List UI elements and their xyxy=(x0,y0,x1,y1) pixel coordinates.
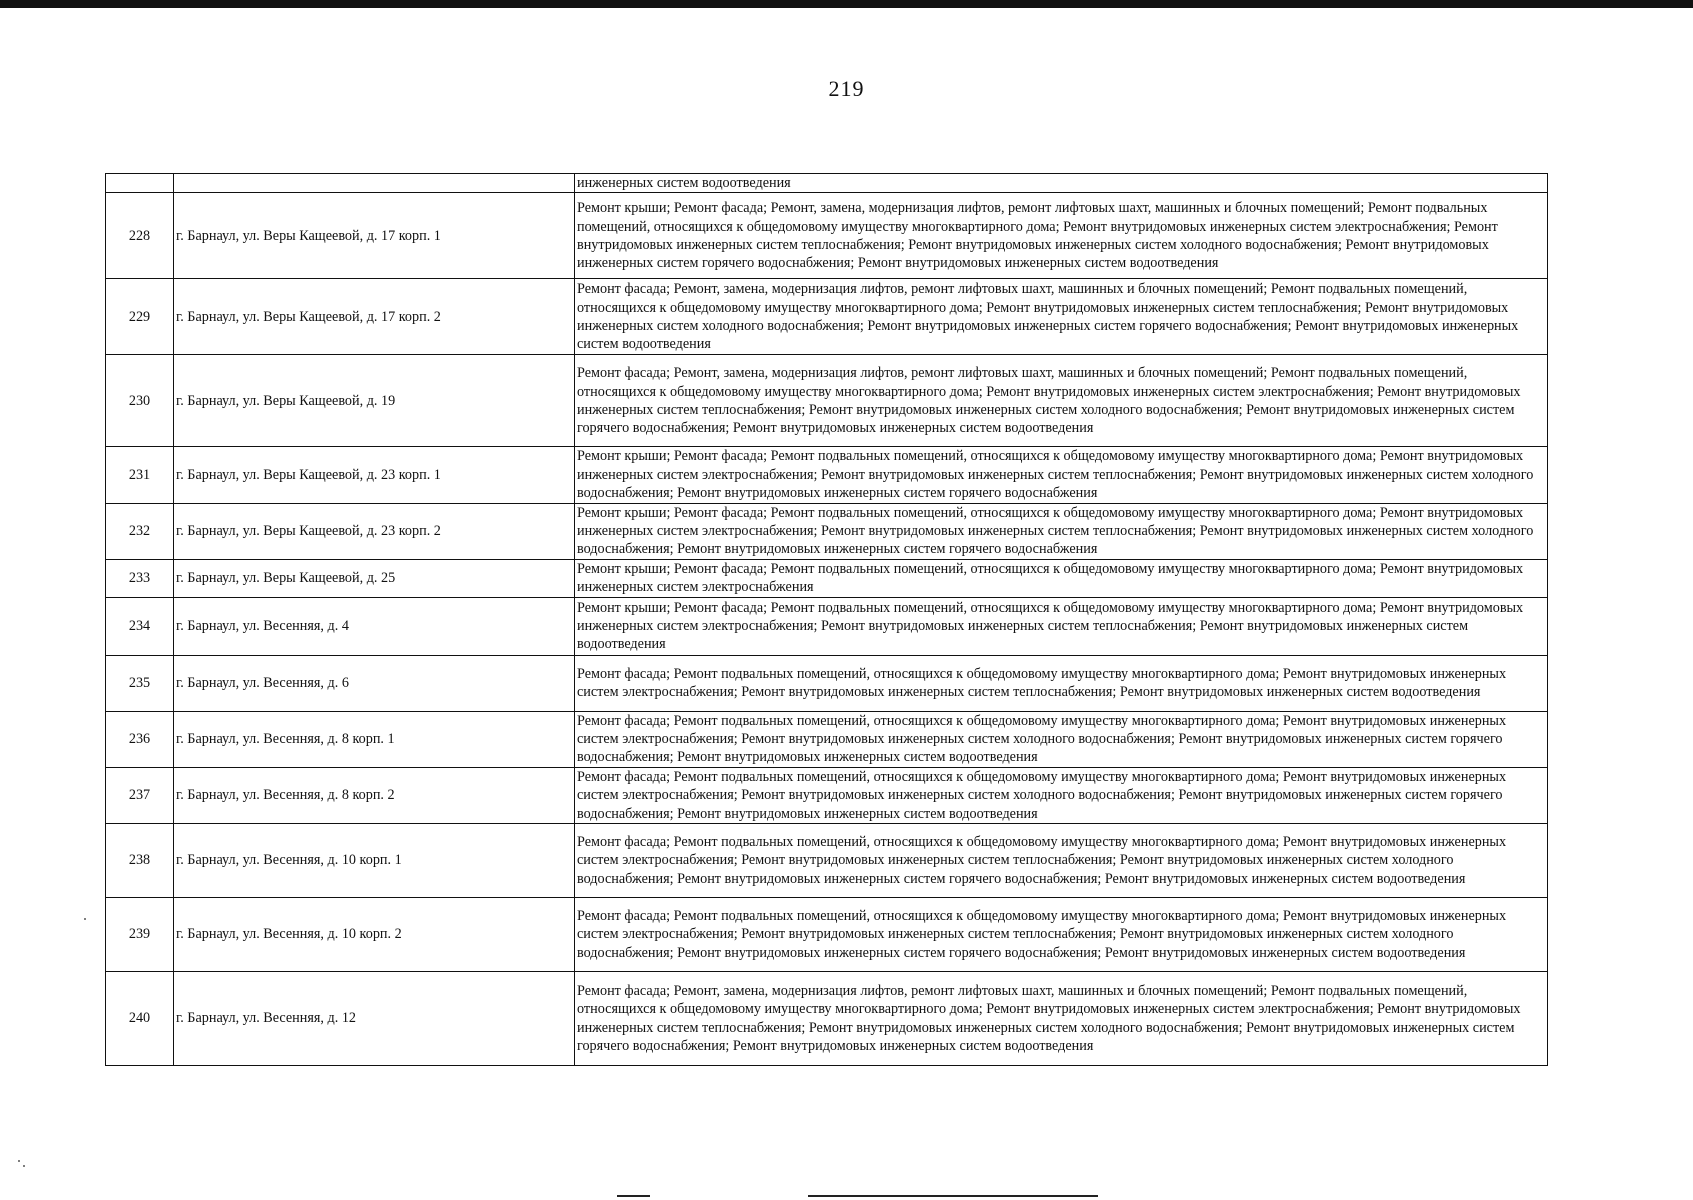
row-address: г. Барнаул, ул. Весенняя, д. 10 корп. 1 xyxy=(174,824,575,898)
row-number: 230 xyxy=(106,355,174,447)
table-row xyxy=(106,972,1548,1066)
row-works: Ремонт фасада; Ремонт, замена, модернизация лифтов, ремонт лифтовых шахт, машинных и блочных помещений; Ремонт подвальных помещений, относящихся к общедомовому имуществу многоквартирного дома; Ремонт внутридомовых инженерных систем теплоснабжения; Ремонт внутридомовых инженерных систем холодного водоснабжения; Ремонт внутридомовых инженерных систем горячего водоснабжения; Ремонт внутридомовых инженерных систем водоотведения xyxy=(575,279,1548,355)
table-row xyxy=(106,503,1548,559)
row-address: г. Барнаул, ул. Весенняя, д. 12 xyxy=(174,972,575,1066)
row-address: г. Барнаул, ул. Веры Кащеевой, д. 17 корп. 1 xyxy=(174,193,575,279)
row-number: 232 xyxy=(106,503,174,559)
row-number: 231 xyxy=(106,447,174,503)
row-address: г. Барнаул, ул. Весенняя, д. 6 xyxy=(174,655,575,711)
row-address: г. Барнаул, ул. Веры Кащеевой, д. 19 xyxy=(174,355,575,447)
table-row xyxy=(106,279,1548,355)
row-address: г. Барнаул, ул. Веры Кащеевой, д. 25 xyxy=(174,559,575,597)
row-address: г. Барнаул, ул. Весенняя, д. 10 корп. 2 xyxy=(174,898,575,972)
table-row xyxy=(106,355,1548,447)
table-row xyxy=(106,559,1548,597)
row-number: 229 xyxy=(106,279,174,355)
row-number: 236 xyxy=(106,711,174,767)
continuation-works-cell: инженерных систем водоотведения xyxy=(575,174,1548,193)
row-works: Ремонт крыши; Ремонт фасада; Ремонт подвальных помещений, относящихся к общедомовому имуществу многоквартирного дома; Ремонт внутридомовых инженерных систем электроснабжения; Ремонт внутридомовых инженерных систем теплоснабжения; Ремонт внутридомовых инженерных систем водоотведения xyxy=(575,597,1548,655)
scan-speck xyxy=(23,1165,25,1167)
row-works: Ремонт крыши; Ремонт фасада; Ремонт, замена, модернизация лифтов, ремонт лифтовых шахт, машинных и блочных помещений; Ремонт подвальных помещений, относящихся к общедомовому имуществу многоквартирного дома; Ремонт внутридомовых инженерных систем электроснабжения; Ремонт внутридомовых инженерных систем теплоснабжения; Ремонт внутридомовых инженерных систем холодного водоснабжения; Ремонт внутридомовых инженерных систем горячего водоснабжения; Ремонт внутридомовых инженерных систем водоотведения xyxy=(575,193,1548,279)
scan-speck xyxy=(84,918,86,920)
table-row xyxy=(106,193,1548,279)
continuation-address-cell xyxy=(174,174,575,193)
table-row xyxy=(106,824,1548,898)
row-number: 240 xyxy=(106,972,174,1066)
row-number: 238 xyxy=(106,824,174,898)
scan-top-border xyxy=(0,0,1693,8)
scan-speck xyxy=(18,1160,20,1162)
row-works: Ремонт крыши; Ремонт фасада; Ремонт подвальных помещений, относящихся к общедомовому имуществу многоквартирного дома; Ремонт внутридомовых инженерных систем электроснабжения; Ремонт внутридомовых инженерных систем теплоснабжения; Ремонт внутридомовых инженерных систем холодного водоснабжения; Ремонт внутридомовых инженерных систем горячего водоснабжения xyxy=(575,447,1548,503)
row-address: г. Барнаул, ул. Весенняя, д. 8 корп. 2 xyxy=(174,767,575,823)
scan-bottom-mark xyxy=(617,1195,650,1197)
row-address: г. Барнаул, ул. Веры Кащеевой, д. 23 корп. 2 xyxy=(174,503,575,559)
row-works: Ремонт фасада; Ремонт подвальных помещений, относящихся к общедомовому имуществу многоквартирного дома; Ремонт внутридомовых инженерных систем электроснабжения; Ремонт внутридомовых инженерных систем холодного водоснабжения; Ремонт внутридомовых инженерных систем горячего водоснабжения; Ремонт внутридомовых инженерных систем водоотведения xyxy=(575,711,1548,767)
row-works: Ремонт крыши; Ремонт фасада; Ремонт подвальных помещений, относящихся к общедомовому имуществу многоквартирного дома; Ремонт внутридомовых инженерных систем электроснабжения; Ремонт внутридомовых инженерных систем теплоснабжения; Ремонт внутридомовых инженерных систем холодного водоснабжения; Ремонт внутридомовых инженерных систем горячего водоснабжения xyxy=(575,503,1548,559)
table-row xyxy=(106,898,1548,972)
table-row xyxy=(106,767,1548,823)
row-address: г. Барнаул, ул. Веры Кащеевой, д. 17 корп. 2 xyxy=(174,279,575,355)
row-address: г. Барнаул, ул. Весенняя, д. 8 корп. 1 xyxy=(174,711,575,767)
row-works: Ремонт фасада; Ремонт подвальных помещений, относящихся к общедомовому имуществу многоквартирного дома; Ремонт внутридомовых инженерных систем электроснабжения; Ремонт внутридомовых инженерных систем теплоснабжения; Ремонт внутридомовых инженерных систем холодного водоснабжения; Ремонт внутридомовых инженерных систем горячего водоснабжения; Ремонт внутридомовых инженерных систем водоотведения xyxy=(575,898,1548,972)
table-row xyxy=(106,597,1548,655)
continuation-row xyxy=(106,174,1548,193)
table-row xyxy=(106,655,1548,711)
row-works: Ремонт фасада; Ремонт подвальных помещений, относящихся к общедомовому имуществу многоквартирного дома; Ремонт внутридомовых инженерных систем электроснабжения; Ремонт внутридомовых инженерных систем холодного водоснабжения; Ремонт внутридомовых инженерных систем горячего водоснабжения; Ремонт внутридомовых инженерных систем водоотведения xyxy=(575,767,1548,823)
row-number: 228 xyxy=(106,193,174,279)
row-number: 234 xyxy=(106,597,174,655)
table-row xyxy=(106,711,1548,767)
row-number: 239 xyxy=(106,898,174,972)
row-address: г. Барнаул, ул. Веры Кащеевой, д. 23 корп. 1 xyxy=(174,447,575,503)
page-number: 219 xyxy=(828,76,865,101)
row-works: Ремонт фасада; Ремонт подвальных помещений, относящихся к общедомовому имуществу многоквартирного дома; Ремонт внутридомовых инженерных систем электроснабжения; Ремонт внутридомовых инженерных систем теплоснабжения; Ремонт внутридомовых инженерных систем водоотведения xyxy=(575,655,1548,711)
table-body xyxy=(106,174,1548,1066)
row-works: Ремонт фасада; Ремонт, замена, модернизация лифтов, ремонт лифтовых шахт, машинных и блочных помещений; Ремонт подвальных помещений, относящихся к общедомовому имуществу многоквартирного дома; Ремонт внутридомовых инженерных систем электроснабжения; Ремонт внутридомовых инженерных систем теплоснабжения; Ремонт внутридомовых инженерных систем холодного водоснабжения; Ремонт внутридомовых инженерных систем горячего водоснабжения; Ремонт внутридомовых инженерных систем водоотведения xyxy=(575,972,1548,1066)
repair-registry-table xyxy=(105,173,1548,1066)
row-works: Ремонт крыши; Ремонт фасада; Ремонт подвальных помещений, относящихся к общедомовому имуществу многоквартирного дома; Ремонт внутридомовых инженерных систем электроснабжения xyxy=(575,559,1548,597)
row-number: 233 xyxy=(106,559,174,597)
table-row xyxy=(106,447,1548,503)
row-number: 237 xyxy=(106,767,174,823)
row-address: г. Барнаул, ул. Весенняя, д. 4 xyxy=(174,597,575,655)
row-works: Ремонт фасада; Ремонт, замена, модернизация лифтов, ремонт лифтовых шахт, машинных и блочных помещений; Ремонт подвальных помещений, относящихся к общедомовому имуществу многоквартирного дома; Ремонт внутридомовых инженерных систем электроснабжения; Ремонт внутридомовых инженерных систем теплоснабжения; Ремонт внутридомовых инженерных систем холодного водоснабжения; Ремонт внутридомовых инженерных систем горячего водоснабжения; Ремонт внутридомовых инженерных систем водоотведения xyxy=(575,355,1548,447)
continuation-num-cell xyxy=(106,174,174,193)
scan-bottom-mark xyxy=(808,1195,1098,1197)
row-works: Ремонт фасада; Ремонт подвальных помещений, относящихся к общедомовому имуществу многоквартирного дома; Ремонт внутридомовых инженерных систем электроснабжения; Ремонт внутридомовых инженерных систем теплоснабжения; Ремонт внутридомовых инженерных систем холодного водоснабжения; Ремонт внутридомовых инженерных систем горячего водоснабжения; Ремонт внутридомовых инженерных систем водоотведения xyxy=(575,824,1548,898)
row-number: 235 xyxy=(106,655,174,711)
